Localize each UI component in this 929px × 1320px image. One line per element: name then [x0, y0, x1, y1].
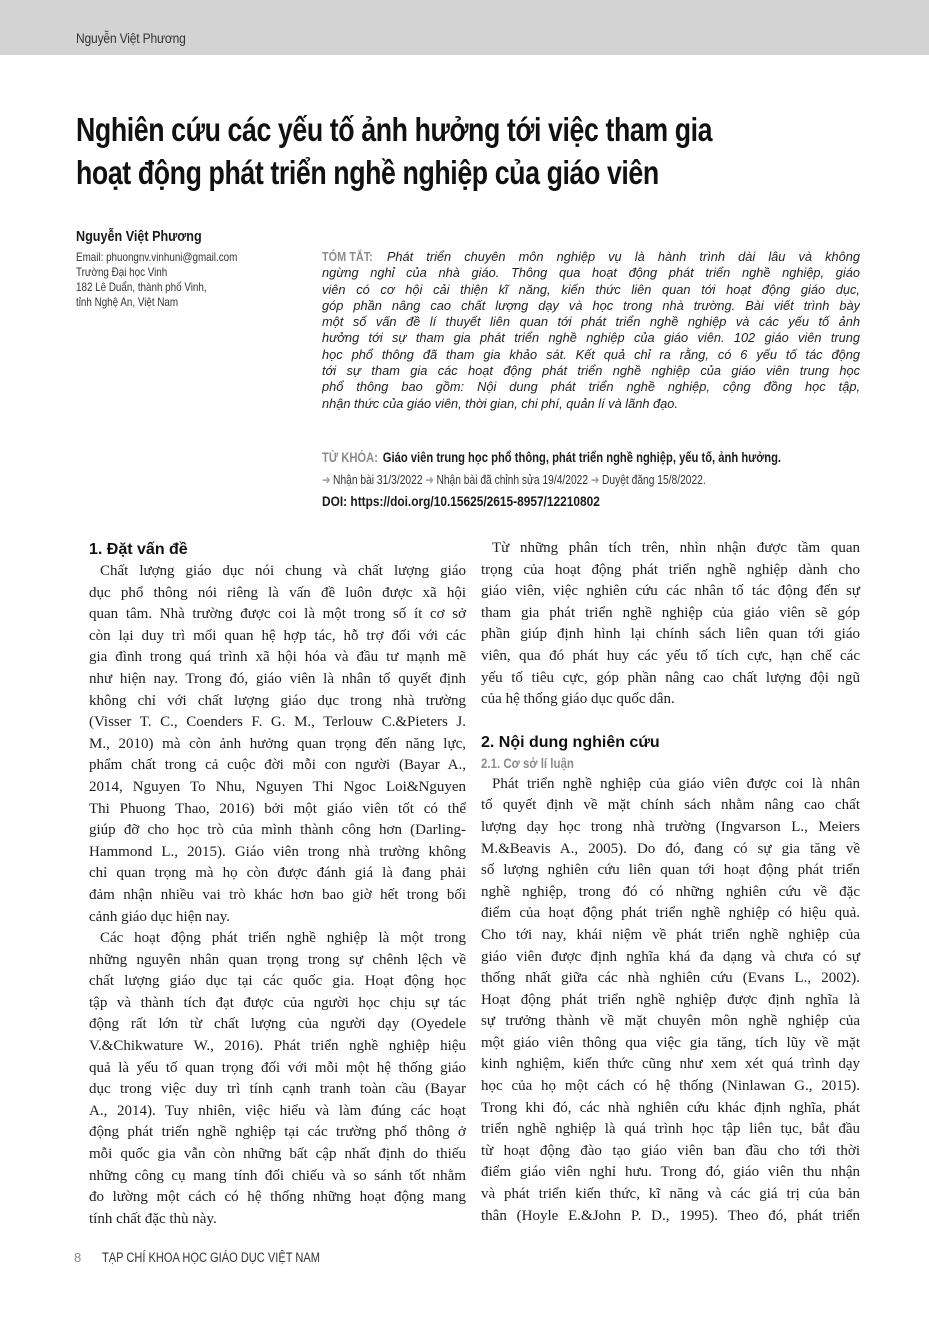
- article-dates: [322, 472, 706, 487]
- paragraph-line: đo lường một cách có hệ thống những hoạt động mang: [89, 1189, 466, 1206]
- affiliation-line: tỉnh Nghệ An, Việt Nam: [76, 295, 179, 309]
- doi-link[interactable]: DOI: https://doi.org/10.15625/2615-8957/12210802: [322, 493, 600, 509]
- paragraph-line: V.&Chikwature W., 2016). Phát triển nghề nghiệp hiệu: [89, 1038, 466, 1055]
- paragraph-line: Từ những phân tích trên, nhìn nhận được tầm quan: [492, 540, 860, 556]
- abstract-line: [322, 282, 860, 298]
- subsection-heading: 2.1. Cơ sở lí luận: [481, 755, 574, 771]
- title-line: Nghiên cứu các yếu tố ảnh hưởng tới việc tham gia: [76, 111, 713, 148]
- abstract-text: một số vấn đề lí thuyết liên quan tới phát triển nghề nghiệp và các yếu tố ảnh: [322, 314, 860, 330]
- paragraph-line: quả là yếu tố quan trọng đối với mỗi một hệ thống giáo: [89, 1059, 466, 1076]
- paragraph-line: kinh nghiệm, kiến thức cũng như xem xét quá trình dạy: [481, 1056, 860, 1073]
- paragraph-line: không chỉ với chất lượng giáo dục trong nhà trường: [89, 692, 466, 709]
- paragraph-line: tham gia phát triển nghề nghiệp của giáo viên sẽ góp: [481, 604, 860, 621]
- paragraph: [89, 928, 466, 1230]
- abstract-text: phổ thông bao gồm: Nội dung phát triển nghề nghiệp, cộng đồng học tập,: [322, 379, 860, 395]
- paragraph-line: trọng của hoạt động phát triển nghề nghiệp dành cho: [481, 561, 860, 578]
- paragraph-line: động phát triển nghề nghiệp tại các trường phổ thông ở: [89, 1124, 466, 1141]
- paragraph-line: những nguyên nhân quan trọng trong sự chênh lệch về: [89, 951, 466, 968]
- paragraph-line: Trong khi đó, các nhà nghiên cứu khác định nghĩa, phát: [481, 1099, 860, 1116]
- paragraph-line: Chất lượng giáo dục nói chung và chất lượng giáo: [100, 563, 466, 579]
- paragraph-line: sự trưởng thành về mặt chuyên môn nghề nghiệp của: [481, 1013, 860, 1030]
- abstract-text: hưởng tới sự tham gia phát triển nghề nghiệp của giáo viên. 102 giáo viên trung: [322, 330, 860, 346]
- author-name: Nguyễn Việt Phương: [76, 228, 202, 245]
- body-column-right: [481, 538, 860, 1227]
- title-line: hoạt động phát triển nghề nghiệp của giáo viên: [76, 154, 659, 191]
- paragraph-line: còn lại duy trì mối quan hệ hợp tác, hỗ trợ đối với các: [89, 627, 466, 644]
- abstract-line: [322, 396, 860, 412]
- paragraph-line: điểm giáo viên nghỉ hưu. Trong đó, giáo viên thu nhận: [481, 1164, 860, 1181]
- paragraph-line: A., 2014). Tuy nhiên, việc hiểu và làm đúng các hoạt: [89, 1102, 466, 1119]
- author-email: Email: phuongnv.vinhuni@gmail.com: [76, 250, 238, 264]
- paragraph-line: và phát triển kiến thức, kĩ năng và các giá trị của bản: [481, 1186, 860, 1203]
- abstract-line: [322, 347, 860, 363]
- abstract: [322, 249, 860, 412]
- abstract-text: nhận thức của giáo viên, thời gian, chi phí, quản lí và lãnh đạo.: [322, 395, 678, 411]
- paragraph-line: của hệ thống giáo dục quốc dân.: [481, 691, 675, 708]
- paragraph-line: Thi Phuong Thao, 2016) bởi một giáo viên tốt có thể: [89, 800, 466, 817]
- paragraph-line: giáo viên, việc nghiên cứu các nhân tố tác động đến sự: [481, 583, 860, 600]
- paragraph-line: M., 2010) mà còn ảnh hưởng quan trọng đến năng lực,: [89, 735, 466, 752]
- paragraph-line: 2014, Nguyen To Nhu, Nguyen Thi Ngoc Loi&Nguyen: [89, 778, 466, 795]
- affiliation-line: Trường Đại học Vinh: [76, 265, 168, 279]
- paragraph-line: phần giúp định hình lại chính sách liên quan tới giáo: [481, 626, 860, 643]
- paragraph-line: học của họ một cách có hệ thống (Ninlawan G., 2015).: [481, 1078, 860, 1095]
- paragraph-line: chất lượng giáo dục tại các quốc gia. Hoạt động học: [89, 973, 466, 990]
- abstract-line: [322, 249, 860, 265]
- paragraph-line: dục phổ thông nói riêng là vấn đề luôn được xã hội: [89, 584, 466, 601]
- paragraph-line: Hammond L., 2015). Giáo viên trong nhà trường không: [89, 843, 466, 860]
- keywords-label: TỪ KHÓA:: [322, 450, 378, 465]
- abstract-line: [322, 379, 860, 395]
- section-spacer: [481, 711, 860, 732]
- paragraph-line: điểm của hoạt động phát triển nghề nghiệp có hiệu quả.: [481, 905, 860, 922]
- paragraph-line: M.&Beavis A., 2005). Do đó, đang có sự gia tăng về: [481, 840, 860, 857]
- paragraph-line: dục trong việc duy trì tính cạnh tranh toàn cầu (Bayar: [89, 1081, 466, 1098]
- paragraph-line: phẩm chất trong cả cuộc đời mỗi con người (Bayar A.,: [89, 757, 466, 774]
- date-accepted: Duyệt đăng 15/8/2022.: [601, 473, 706, 487]
- paragraph-line: tố quyết định về mặt chính sách nhằm nâng cao chất: [481, 797, 860, 814]
- paragraph-line: (Visser T. C., Coenders F. G. M., Terlouw C.&Pieters J.: [89, 714, 466, 731]
- paragraph-line: lượng dạy học trong nhà trường (Ingvarson L., Meiers: [481, 818, 860, 835]
- arrow-right-icon: ➜: [590, 473, 600, 487]
- running-header-author: Nguyễn Việt Phương: [76, 30, 186, 46]
- section-heading: 1. Đặt vấn đề: [89, 541, 188, 558]
- paragraph-line: thống nhất giữa các nhà nghiên cứu (Evans L., 2002).: [481, 970, 860, 987]
- paragraph-line: chỉ quan trọng mà họ còn được đánh giá là đang phải: [89, 865, 466, 882]
- paragraph-line: giáo viên được định nghĩa khá đa dạng và chưa có sự: [481, 948, 860, 965]
- paragraph-line: tập và thành tích đạt được của người học chịu sự tác: [89, 994, 466, 1011]
- paragraph-line: Phát triển nghề nghiệp của giáo viên được coi là nhân: [492, 775, 860, 792]
- paragraph-line: từ hoạt động đào tạo giáo viên ban đầu cho tới thời: [481, 1142, 860, 1159]
- paragraph-line: triển nghề nghiệp là quá trình học tập liên tục, bắt đầu: [481, 1121, 860, 1138]
- abstract-line: [322, 314, 860, 330]
- paragraph-line: số lượng nghiên cứu liên quan tới hoạt động phát triển: [481, 862, 860, 879]
- paragraph-line: Hoạt động phát triển nghề nghiệp được định nghĩa là: [481, 991, 860, 1008]
- header-band: [0, 0, 929, 55]
- paragraph: [481, 538, 860, 711]
- paragraph-line: viên, qua đó phát huy các yếu tố tích cực, hạn chế các: [481, 647, 860, 664]
- abstract-line: [322, 298, 860, 314]
- paragraph-line: như hiện nay. Trong đó, giáo viên là nhân tố quyết định: [89, 670, 466, 687]
- paragraph-line: quan tâm. Nhà trường được coi là một trong số ít cơ sở: [89, 606, 466, 623]
- paragraph-line: Các hoạt động phát triển nghề nghiệp là một trong: [100, 930, 466, 947]
- affiliation-line: 182 Lê Duẩn, thành phố Vinh,: [76, 280, 207, 294]
- abstract-text: viên có cơ hội cải thiện kĩ năng, kiến thức liên quan tới hoạt động giáo dục,: [322, 281, 860, 297]
- arrow-right-icon: ➜: [425, 473, 434, 487]
- body-column-left: [89, 539, 466, 1230]
- paragraph: [89, 561, 466, 928]
- paragraph-line: động rất lớn từ chất lượng của người dạy (Oyedele: [89, 1016, 466, 1033]
- abstract-label: TÓM TẮT:: [322, 249, 373, 264]
- paragraph-line: một giáo viên thông qua việc gia tăng, tích lũy về mặt: [481, 1034, 860, 1051]
- paragraph-line: Cho tới nay, khái niệm về phát triển nghề nghiệp của: [481, 926, 860, 943]
- paragraph-line: đảm nhận nhiều vai trò khác hơn bao giờ hết trong bối: [89, 886, 466, 903]
- paragraph-line: yếu tố tiêu cực, góp phần nâng cao chất lượng đội ngũ: [481, 669, 860, 686]
- keywords-text: Giáo viên trung học phổ thông, phát triển nghề nghiệp, yếu tố, ảnh hưởng.: [382, 450, 782, 465]
- date-revised: Nhận bài đã chỉnh sửa 19/4/2022: [436, 473, 589, 487]
- abstract-text: Phát triển chuyên môn nghiệp vụ là hành trình dài lâu và không: [386, 249, 860, 264]
- arrow-right-icon: ➜: [322, 473, 331, 487]
- paragraph-line: nghề nghiệp, trong đó có những nghiên cứu về đặc: [481, 883, 860, 900]
- article-title: [76, 108, 805, 194]
- paragraph-line: gia đình trong quá trình xã hội hóa và đầu tư mạnh mẽ: [89, 649, 466, 666]
- section-heading: 2. Nội dung nghiên cứu: [481, 733, 660, 751]
- journal-title: TẠP CHÍ KHOA HỌC GIÁO DỤC VIỆT NAM: [102, 1250, 320, 1265]
- abstract-line: [322, 330, 860, 346]
- paragraph-line: tính chất đặc thù này.: [89, 1210, 217, 1227]
- keywords: [322, 450, 781, 465]
- date-received: Nhận bài 31/3/2022: [333, 473, 423, 487]
- page-number: 8: [74, 1250, 82, 1265]
- paragraph-line: cảnh giáo dục hiện nay.: [89, 908, 231, 925]
- paragraph-line: thân (Hoyle E.&John P. D., 1995). Theo đó, phát triển: [481, 1207, 860, 1224]
- paragraph-line: những công cụ mang tính đối chiếu và so sánh tốt nhằm: [89, 1167, 466, 1184]
- paragraph-line: giúp đỡ cho học trò của mình thành công hơn (Darling-: [89, 822, 466, 839]
- abstract-line: [322, 265, 860, 281]
- author-affiliation: [76, 250, 237, 310]
- abstract-text: góp phần nâng cao chất lượng dạy và học trong nhà trường. Bài viết trình bày: [322, 297, 860, 313]
- abstract-text: tới sự tham gia các hoạt động phát triển nghề nghiệp của giáo viên trung học: [322, 363, 860, 379]
- paragraph-line: mỗi quốc gia vẫn còn những bất cập nhất định do thiếu: [89, 1146, 466, 1163]
- paragraph: [481, 774, 860, 1227]
- abstract-line: [322, 363, 860, 379]
- abstract-text: ngừng nghỉ của nhà giáo. Thông qua hoạt động phát triển nghề nghiệp, giáo: [322, 265, 860, 281]
- abstract-text: học phổ thông đã tham gia khảo sát. Kết quả chỉ ra rằng, có 6 yếu tố tác động: [322, 346, 860, 362]
